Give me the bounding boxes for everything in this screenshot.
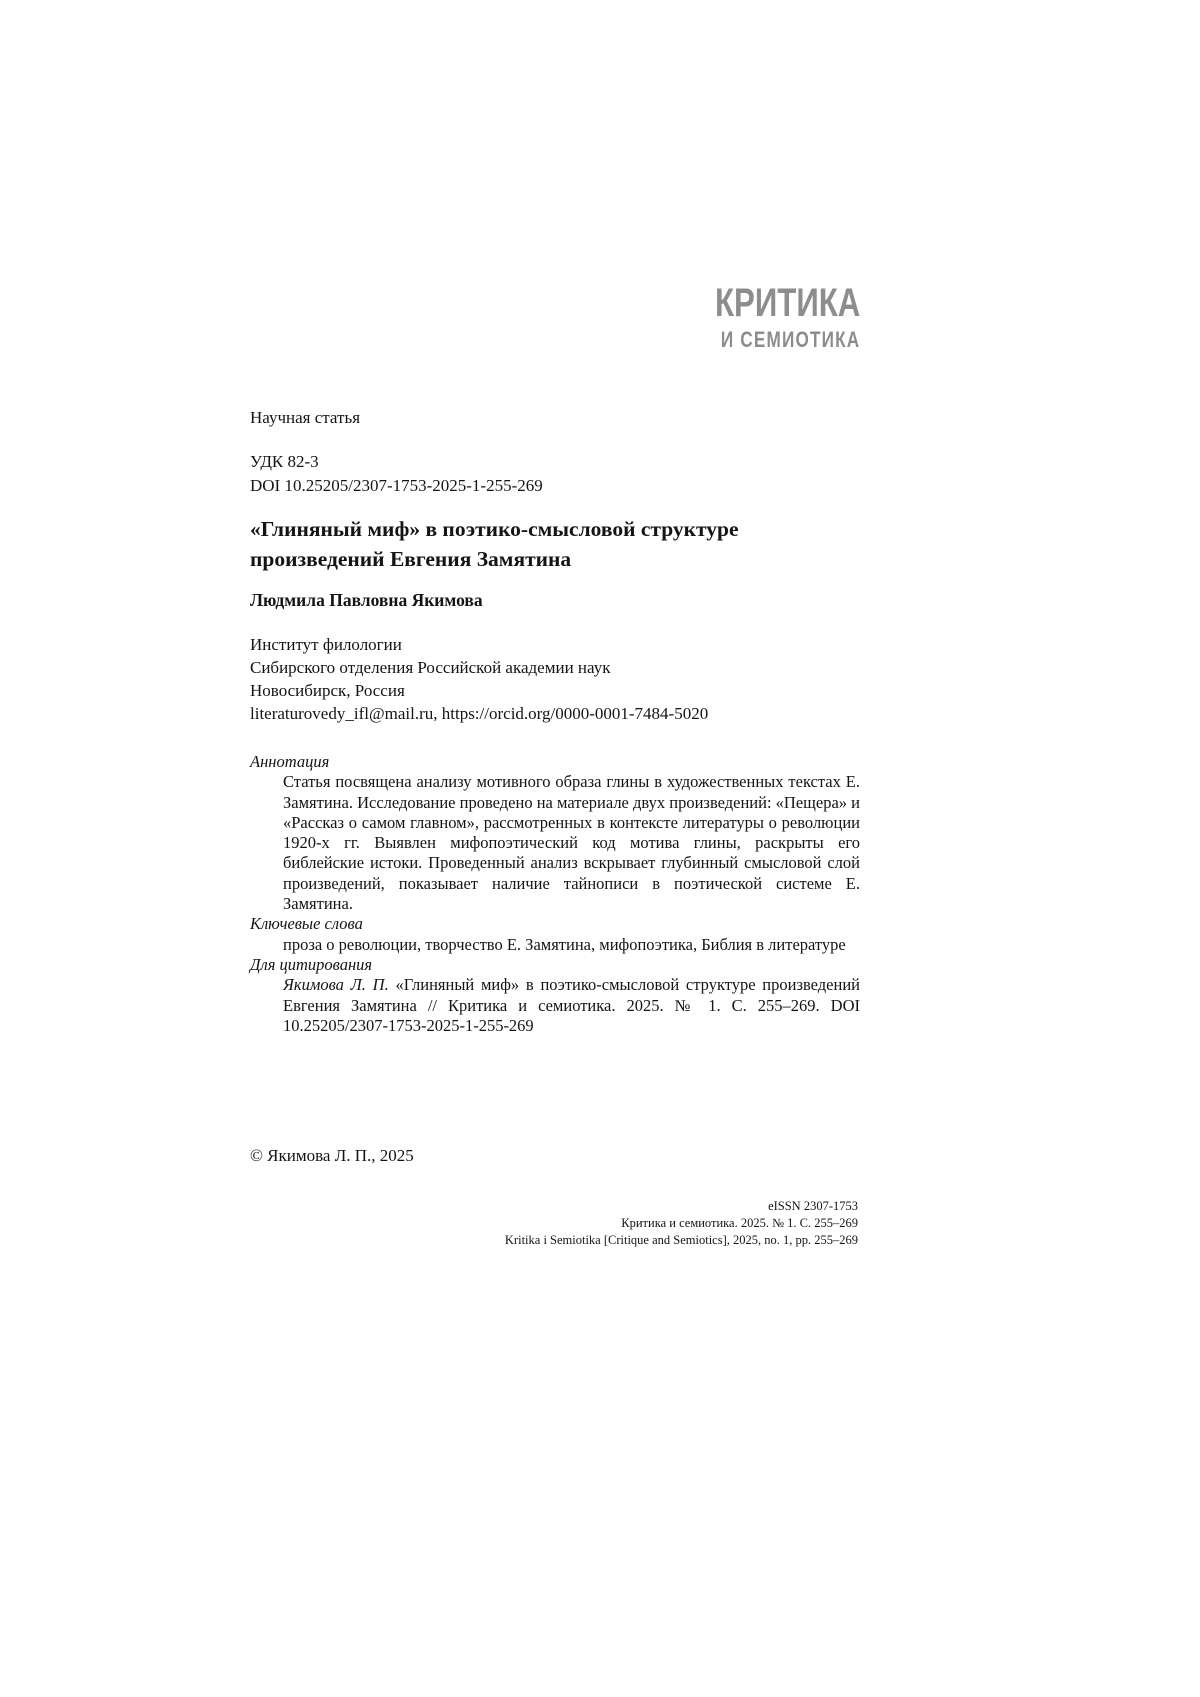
contact-line bbox=[250, 704, 708, 724]
citation-text bbox=[283, 975, 860, 1036]
keywords-text: проза о революции, творчество Е. Замятина, мифопоэтика, Библия в литературе bbox=[283, 934, 846, 954]
udc-code: УДК 82-3 bbox=[250, 452, 319, 471]
article-meta-block bbox=[250, 752, 860, 1036]
contact-separator: , bbox=[433, 704, 442, 723]
journal-logo bbox=[674, 283, 860, 351]
email-link[interactable]: literaturovedy_ifl@mail.ru bbox=[250, 704, 434, 723]
article-title: «Глиняный миф» в поэтико-смысловой структуре произведений Евгения Замятина bbox=[250, 517, 739, 571]
affiliation-block bbox=[250, 633, 610, 702]
abstract-label: Аннотация bbox=[250, 752, 330, 771]
affiliation-line-city: Новосибирск, Россия bbox=[250, 681, 405, 700]
abstract-text: Статья посвящена анализу мотивного образа глины в художественных текстах Е. Замятина. Исследование проведено на материале двух произведений: «Пещера» и «Рассказ о самом главном», рассмотренных в контексте литературы о революции 1920-х гг. Выявлен мифопоэтический код мотива глины, раскрыты его библейские истоки. Проведенный анализ вскрывает глубинный смысловой слой произведений, показывает наличие тайнописи в поэтической системе Е. Замятина. bbox=[283, 772, 860, 914]
copyright-line: © Якимова Л. П., 2025 bbox=[250, 1146, 414, 1165]
orcid-link[interactable]: https://orcid.org/0000-0001-7484-5020 bbox=[441, 704, 709, 723]
keywords-label: Ключевые слова bbox=[250, 914, 363, 934]
imprint-eissn: eISSN 2307-1753 bbox=[768, 1199, 858, 1213]
author-name: Людмила Павловна Якимова bbox=[250, 590, 483, 610]
imprint-en-line: Kritika i Semiotika [Critique and Semiotics], 2025, no. 1, pp. 255–269 bbox=[504, 1233, 858, 1247]
citation-body: «Глиняный миф» в поэтико-смысловой структуре произведений Евгения Замятина // Критика и семиотика. 2025. № 1. С. 255–269. DOI 10.25205/2307-1753-2025-1-255-269 bbox=[283, 975, 860, 1035]
journal-logo-subtitle: И СЕМИОТИКА bbox=[720, 327, 860, 352]
citation-author: Якимова Л. П. bbox=[283, 975, 389, 995]
affiliation-line-institute: Институт филологии bbox=[250, 635, 402, 654]
imprint-ru-line: Критика и семиотика. 2025. № 1. С. 255–269 bbox=[621, 1216, 858, 1230]
doi-line: DOI 10.25205/2307-1753-2025-1-255-269 bbox=[250, 476, 543, 495]
journal-imprint-block bbox=[505, 1198, 858, 1249]
article-type-label: Научная статья bbox=[250, 408, 361, 427]
journal-logo-title: КРИТИКА bbox=[714, 281, 860, 325]
affiliation-line-branch: Сибирского отделения Российской академии наук bbox=[250, 658, 611, 677]
citation-label: Для цитирования bbox=[250, 954, 373, 974]
